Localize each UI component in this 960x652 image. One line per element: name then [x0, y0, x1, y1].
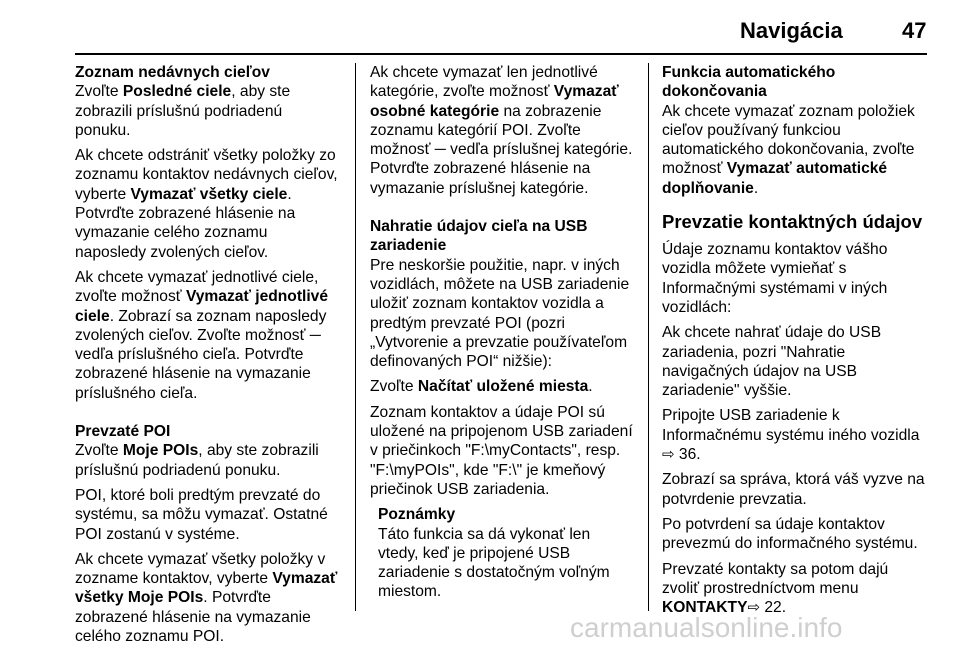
paragraph: Po potvrdení sa údaje kontaktov prevezmú do informačného systému. [662, 515, 918, 553]
heading-usb-upload: Nahratie údajov cieľa na USB zariadenie [370, 218, 588, 255]
paragraph: Zvoľte Posledné ciele, aby ste zobrazili príslušnú podriadenú ponuku. [75, 83, 291, 139]
menu-term: Posledné ciele [122, 83, 232, 101]
column-1 [75, 63, 341, 652]
column-separator [648, 63, 649, 611]
menu-term: Načítať uložené miesta [417, 378, 589, 396]
paragraph: POI, ktoré boli predtým prevzaté do systému, sa môžu vymazať. Ostatné POI zostanú v systéme. [75, 486, 328, 543]
menu-term: KONTAKTY [662, 599, 748, 617]
watermark: carmanualsonline.info [570, 612, 843, 643]
paragraph: Ak chcete vymazať zoznam položiek cieľov používaný funkciou automatického dokončovania, zvoľte možnosť Vymazať automatické doplňovanie. [662, 102, 915, 197]
paragraph: Ak chcete vymazať len jednotlivé kategórie, zvoľte možnosť Vymazať osobné kategórie na zobrazenie zoznamu kategórií POI. Zvoľte možnosť ─ vedľa príslušnej kategórie. Potvrďte zobrazené hlásenie na vymazanie príslušnej kategórie. [370, 64, 633, 197]
page-header [0, 0, 960, 54]
column-2 [370, 63, 634, 602]
menu-term: Vymazať jednotlivé ciele [75, 288, 329, 325]
page-number: 47 [902, 18, 927, 43]
menu-term: Vymazať osobné kategórie [370, 83, 619, 120]
column-separator [355, 63, 356, 611]
paragraph: KONTAKTY⇨ 22. [662, 599, 787, 617]
paragraph: Ak chcete vymazať všetky položky v zozname kontaktov, vyberte Vymazať všetky Moje POIs. Potvrďte zobrazené hlásenie na vymazanie celého zoznamu POI. [75, 550, 338, 646]
paragraph: Zvoľte Načítať uložené miesta. [370, 378, 593, 396]
paragraph: Ak chcete vymazať jednotlivé ciele, zvoľte možnosť Vymazať jednotlivé ciele. Zobrazí sa zoznam naposledy zvolených cieľov. Zvoľte možnosť ─ vedľa príslušného cieľa. Potvrďte zobrazené hlásenie na vymazanie príslušného cieľa. [75, 268, 329, 402]
paragraph: Pre neskoršie použitie, napr. v iných vozidlách, môžete na USB zariadenie uložiť zoznam kontaktov vozidla a predtým prevzaté POI (pozri „Vytvorenie a prevzatie používateľom definovaných POI“ nižšie): [370, 256, 630, 371]
note-text: Táto funkcia sa dá vykonať len vtedy, keď je pripojené USB zariadenie s dostatočným voľným miestom. [378, 525, 610, 601]
column-3 [662, 63, 928, 623]
paragraph: Zobrazí sa správa, ktorá váš vyzve na potvrdenie prevzatia. [662, 471, 925, 508]
menu-term: Vymazať všetky Moje POIs [75, 570, 338, 607]
paragraph: Zoznam kontaktov a údaje POI sú uložené na pripojenom USB zariadení v priečinkoch "F:\myContacts", resp. "F:\myPOIs", kde "F:\" je kmeňový priečinok USB zariadenia. [370, 403, 633, 498]
paragraph: Ak chcete odstrániť všetky položky zo zoznamu kontaktov nedávnych cieľov, vyberte Vymazať všetky ciele. Potvrďte zobrazené hlásenie na vymazanie celého zoznamu naposledy zvolených cieľov. [75, 147, 338, 261]
paragraph: Údaje zoznamu kontaktov vášho vozidla môžete vymieňať s Informačnými systémami v iných vozidlách: [662, 241, 888, 316]
note-heading: Poznámky [378, 506, 456, 524]
paragraph: Pripojte USB zariadenie k Informačnému systému iného vozidla ⇨ 36. [662, 407, 920, 464]
menu-term: Moje POIs [122, 442, 199, 460]
menu-term: Vymazať automatické doplňovanie [662, 160, 888, 197]
header-rule [75, 53, 927, 55]
page-ref-arrow-icon: ⇨ [662, 446, 675, 464]
paragraph: Ak chcete nahrať údaje do USB zariadenia, pozri "Nahratie navigačných údajov na USB zariadenie" vyššie. [662, 324, 882, 400]
heading-contact-transfer: Prevzatie kontaktných údajov [662, 211, 923, 233]
heading-autocomplete: Funkcia automatického dokončovania [662, 64, 836, 101]
note-box [378, 505, 634, 601]
paragraph: Zvoľte Moje POIs, aby ste zobrazili príslušnú podriadenú ponuku. [75, 442, 319, 479]
menu-term: Vymazať všetky ciele [130, 185, 288, 203]
page-ref-arrow-icon: ⇨ [747, 599, 761, 617]
heading-recent-destinations: Zoznam nedávnych cieľov [75, 64, 270, 81]
heading-downloaded-poi: Prevzaté POI [75, 423, 171, 441]
paragraph: Prevzaté kontakty sa potom dajú zvoliť prostredníctvom menu [662, 560, 889, 597]
page-title: Navigácia [740, 18, 843, 43]
